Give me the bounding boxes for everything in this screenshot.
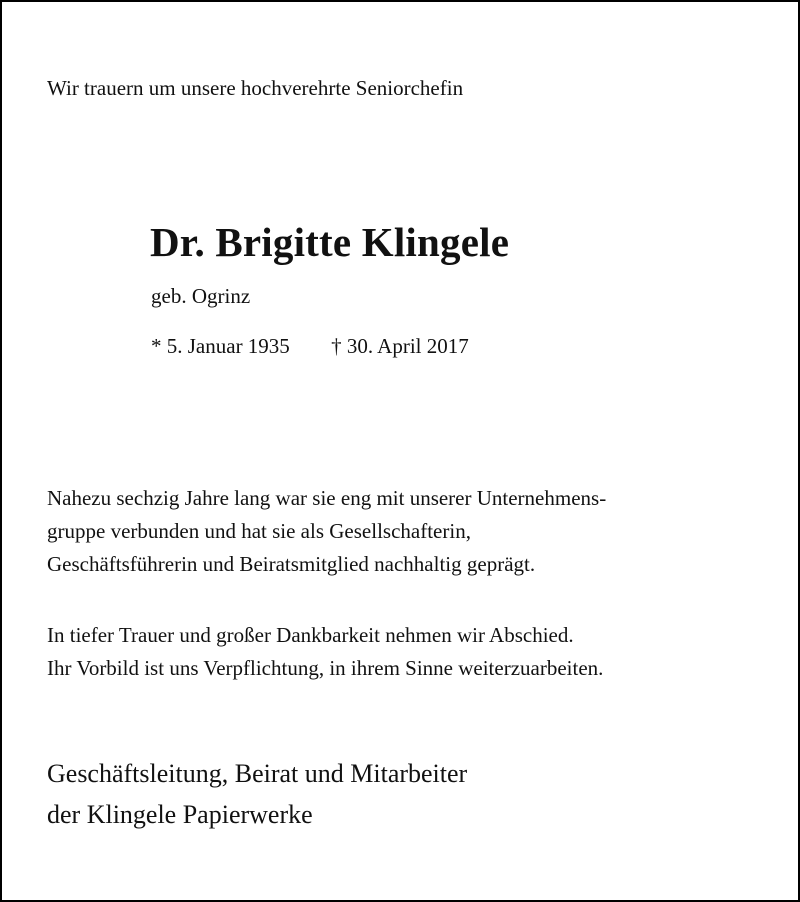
signature-line: Geschäftsleitung, Beirat und Mitarbeiter <box>47 759 468 788</box>
tribute-line: Geschäftsführerin und Beiratsmitglied nachhaltig geprägt. <box>47 552 536 576</box>
tribute-paragraph <box>47 482 606 581</box>
maiden-name: geb. Ogrinz <box>151 284 251 308</box>
life-dates <box>151 332 469 360</box>
deceased-name: Dr. Brigitte Klingele <box>150 219 510 265</box>
birth-date: * 5. Januar 1935 <box>151 334 290 358</box>
farewell-line: In tiefer Trauer und großer Dankbarkeit nehmen wir Abschied. <box>47 623 574 647</box>
intro-text: Wir trauern um unsere hochverehrte Seniorchefin <box>47 76 464 100</box>
tribute-line: gruppe verbunden und hat sie als Gesellschafterin, <box>47 519 471 543</box>
death-date: † 30. April 2017 <box>331 334 469 358</box>
signature-block <box>47 753 467 835</box>
farewell-paragraph <box>47 619 603 685</box>
tribute-line: Nahezu sechzig Jahre lang war sie eng mit unserer Unternehmens- <box>47 486 607 510</box>
farewell-line: Ihr Vorbild ist uns Verpflichtung, in ihrem Sinne weiterzuarbeiten. <box>47 656 604 680</box>
signature-line: der Klingele Papierwerke <box>47 800 313 829</box>
